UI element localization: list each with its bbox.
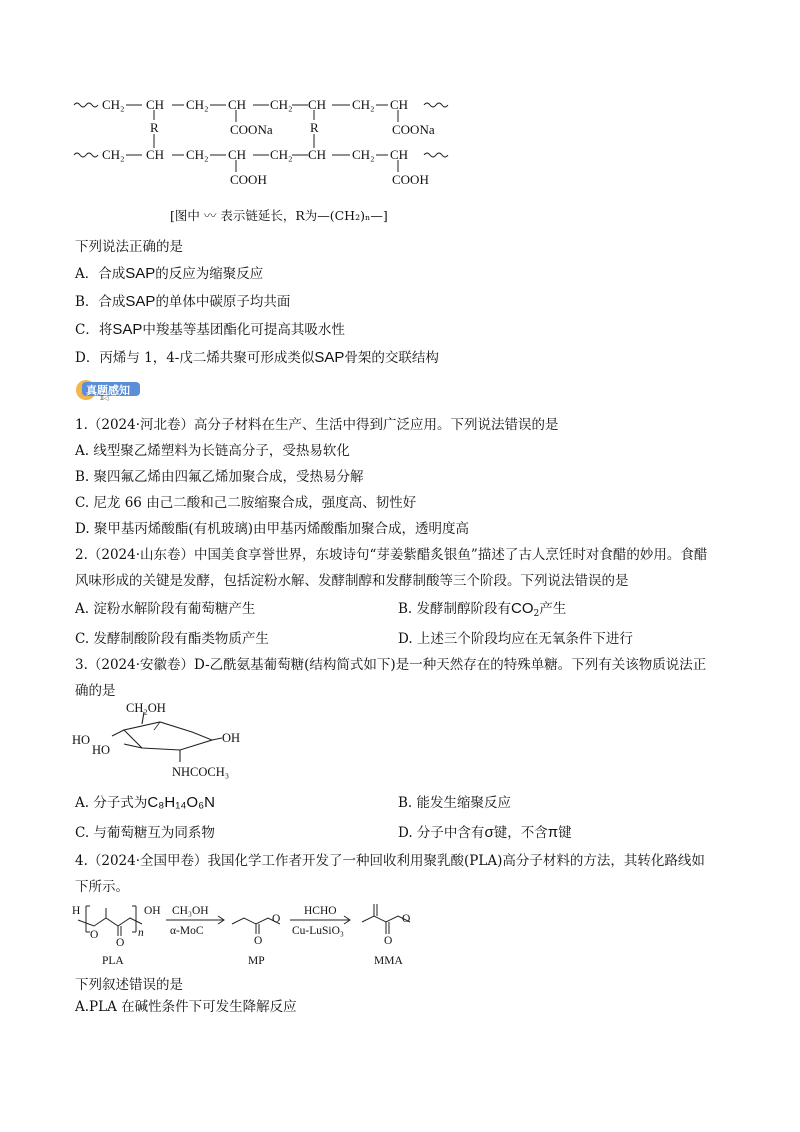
q3-option-d: D. 分子中含有σ键，不含π键: [398, 824, 572, 841]
question-1-stem: 1.（2024·河北卷）高分子材料在生产、生活中得到广泛应用。下列说法错误的是: [75, 417, 559, 433]
polymer-group: CH₂: [102, 97, 125, 112]
svg-text:O: O: [116, 937, 125, 949]
struct-label: CH₂OH: [126, 701, 166, 715]
polymer-substituent: COOH: [230, 172, 267, 187]
option-c: C．将SAP中羧基等基团酯化可提高其吸水性: [75, 321, 345, 338]
struct-label: OH: [222, 731, 241, 745]
svg-text:O: O: [402, 913, 411, 925]
svg-text:OH: OH: [144, 905, 161, 917]
q3-option-b: B. 能发生缩聚反应: [398, 795, 512, 811]
polymer-substituent: COOH: [392, 172, 429, 187]
question-3-stem-2: 确的是: [75, 683, 116, 699]
compound-label: MP: [248, 955, 265, 967]
option-b: B．合成SAP的单体中碳原子均共面: [75, 293, 291, 310]
polymer-substituent: COONa: [230, 122, 273, 137]
q2-option-d: D. 上述三个阶段均应在无氧条件下进行: [398, 631, 633, 647]
pla-recycling-scheme: [72, 898, 432, 970]
q3-option-c: C. 与葡萄糖互为同系物: [75, 825, 215, 841]
q2-option-a: A. 淀粉水解阶段有葡萄糖产生: [75, 601, 256, 617]
figure-caption: [图中 〰 表示链延长，R为—(CH₂)ₙ—]: [170, 208, 388, 223]
compound-label: MMA: [374, 955, 403, 967]
q1-option-a: A. 线型聚乙烯塑料为长链高分子，受热易软化: [75, 443, 350, 459]
option-d: D．丙烯与 1，4-戊二烯共聚可形成类似SAP骨架的交联结构: [75, 349, 439, 366]
struct-label: HO: [72, 733, 91, 747]
catalyst-label: Cu-LuSiO₃: [292, 925, 344, 937]
polymer-group: CH₂: [270, 97, 293, 112]
q1-option-c: C. 尼龙 66 由己二酸和己二胺缩聚合成，强度高、韧性好: [75, 495, 417, 511]
polymer-group: CH: [390, 147, 409, 162]
polymer-group: CH: [146, 147, 165, 162]
svg-text:n: n: [138, 927, 144, 939]
question-4-stem-2: 下所示。: [75, 879, 129, 895]
polymer-group: CH: [308, 147, 327, 162]
svg-text:O: O: [254, 935, 263, 947]
question-4-stem-1: 4.（2024·全国甲卷）我国化学工作者开发了一种回收利用聚乳酸(PLA)高分子材料的方法，其转化路线如: [75, 853, 705, 869]
polymer-group: CH₂: [270, 147, 293, 162]
polymer-substituent: R: [150, 120, 159, 135]
section-badge: 真题感知 Ⅱ◁: [74, 378, 150, 402]
svg-text:O: O: [272, 913, 281, 925]
polymer-group: CH₂: [352, 147, 375, 162]
polymer-group: CH₂: [352, 97, 375, 112]
q2-option-b: B. 发酵制醇阶段有$CO_2$产生: [398, 600, 567, 619]
polymer-group: CH₂: [186, 147, 209, 162]
question-stem: 下列说法正确的是: [75, 239, 183, 255]
polymer-group: CH: [308, 97, 327, 112]
polymer-substituent: R: [310, 120, 319, 135]
q2-option-c: C. 发酵制酸阶段有酯类物质产生: [75, 631, 269, 647]
polymer-group: CH₂: [186, 97, 209, 112]
q4-option-a: A.PLA 在碱性条件下可发生降解反应: [75, 999, 297, 1015]
polymer-group: CH: [228, 97, 247, 112]
catalyst-label: α-MoC: [170, 925, 204, 937]
q1-option-d: D. 聚甲基丙烯酸酯(有机玻璃)由甲基丙烯酸酯加聚合成，透明度高: [75, 521, 469, 537]
question-3-stem-1: 3.（2024·安徽卷）D-乙酰氨基葡萄糖(结构简式如下)是一种天然存在的特殊单糖。下列有关该物质说法正: [75, 657, 707, 673]
svg-text:O: O: [90, 929, 99, 941]
q3-option-a: A. 分子式为C₈H₁₄O₆N: [75, 794, 215, 811]
polymer-group: CH: [146, 97, 165, 112]
polymer-group: CH: [228, 147, 247, 162]
polymer-substituent: COONa: [392, 122, 435, 137]
glucosamine-structure: [72, 700, 272, 790]
question-4-stem-3: 下列叙述错误的是: [75, 977, 183, 993]
polymer-group: CH₂: [102, 147, 125, 162]
reagent-label: CH₃OH: [172, 905, 209, 917]
q1-option-b: B. 聚四氟乙烯由四氟乙烯加聚合成，受热易分解: [75, 469, 364, 485]
svg-text:H: H: [72, 905, 81, 917]
compound-label: PLA: [102, 955, 124, 967]
option-a: A．合成SAP的反应为缩聚反应: [75, 265, 264, 282]
struct-label: NHCOCH₃: [172, 765, 230, 779]
polymer-group: CH: [390, 97, 409, 112]
question-2-stem-1: 2.（2024·山东卷）中国美食享誉世界，东坡诗句“芽姜紫醋炙银鱼”描述了古人烹饪时对食醋的妙用。食醋: [75, 547, 708, 563]
svg-text:O: O: [384, 935, 393, 947]
struct-label: HO: [92, 743, 111, 757]
reagent-label: HCHO: [304, 905, 337, 917]
question-2-stem-2: 风味形成的关键是发酵，包括淀粉水解、发酵制醇和发酵制酸等三个阶段。下列说法错误的是: [75, 573, 629, 589]
